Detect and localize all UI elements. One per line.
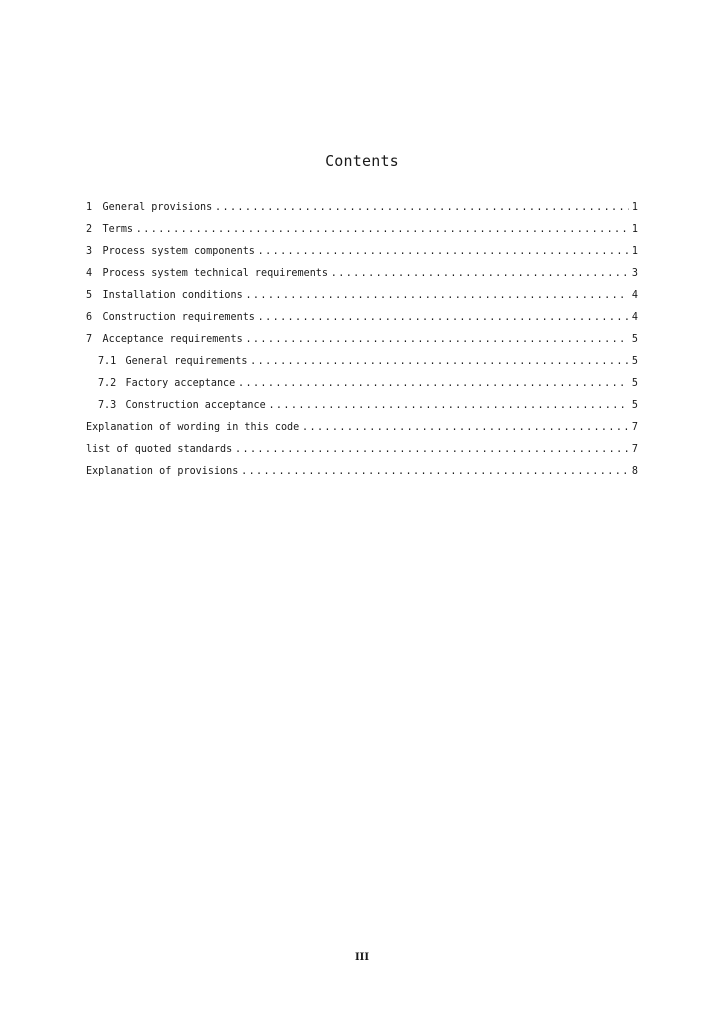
toc-entry-label: list of quoted standards bbox=[86, 442, 233, 455]
toc-entry-number: 4 bbox=[86, 266, 93, 279]
toc-entry[interactable] bbox=[86, 240, 638, 262]
toc-entry-page: 8 bbox=[631, 464, 638, 477]
table-of-contents bbox=[86, 196, 638, 482]
toc-leader-dots bbox=[302, 416, 629, 438]
toc-leader-dots bbox=[268, 394, 629, 416]
toc-entry-page: 4 bbox=[631, 310, 638, 323]
toc-entry-number: 7 bbox=[86, 332, 93, 345]
toc-entry-page: 1 bbox=[631, 244, 638, 257]
toc-entry-label: Factory acceptance bbox=[125, 376, 236, 389]
toc-entry[interactable] bbox=[86, 196, 638, 218]
toc-entry-number: 5 bbox=[86, 288, 93, 301]
toc-leader-dots bbox=[241, 460, 629, 482]
toc-entry[interactable] bbox=[86, 262, 638, 284]
toc-subentry[interactable] bbox=[86, 372, 638, 394]
toc-entry-number: 6 bbox=[86, 310, 93, 323]
toc-subentry[interactable] bbox=[86, 394, 638, 416]
toc-entry[interactable] bbox=[86, 218, 638, 240]
toc-entry-number: 2 bbox=[86, 222, 93, 235]
toc-entry-number: 1 bbox=[86, 200, 93, 213]
toc-entry-label: Construction acceptance bbox=[125, 398, 266, 411]
toc-entry-label: General requirements bbox=[125, 354, 248, 367]
toc-leader-dots bbox=[250, 350, 629, 372]
toc-leader-dots bbox=[245, 284, 629, 306]
toc-entry[interactable] bbox=[86, 416, 638, 438]
toc-entry-number: 7.3 bbox=[97, 398, 117, 411]
toc-entry-label: Process system components bbox=[102, 244, 255, 257]
toc-leader-dots bbox=[245, 328, 629, 350]
toc-entry-page: 5 bbox=[631, 398, 638, 411]
toc-entry-label: Process system technical requirements bbox=[102, 266, 329, 279]
toc-entry-label: Installation conditions bbox=[102, 288, 243, 301]
toc-leader-dots bbox=[258, 240, 629, 262]
toc-entry-number: 3 bbox=[86, 244, 93, 257]
page-title: Contents bbox=[325, 152, 399, 170]
toc-entry-page: 4 bbox=[631, 288, 638, 301]
toc-leader-dots bbox=[136, 218, 629, 240]
toc-entry-label: Explanation of provisions bbox=[86, 464, 239, 477]
toc-entry-page: 5 bbox=[631, 376, 638, 389]
toc-subentry[interactable] bbox=[86, 350, 638, 372]
page-number: III bbox=[354, 952, 370, 963]
toc-entry[interactable] bbox=[86, 284, 638, 306]
toc-entry-page: 5 bbox=[631, 354, 638, 367]
toc-leader-dots bbox=[331, 262, 629, 284]
toc-entry-label: Terms bbox=[102, 222, 134, 235]
toc-entry[interactable] bbox=[86, 306, 638, 328]
toc-entry[interactable] bbox=[86, 438, 638, 460]
toc-entry-number: 7.1 bbox=[97, 354, 117, 367]
toc-entry-label: Acceptance requirements bbox=[102, 332, 243, 345]
toc-entry-label: Explanation of wording in this code bbox=[86, 420, 300, 433]
toc-entry-page: 5 bbox=[631, 332, 638, 345]
toc-entry-page: 7 bbox=[631, 420, 638, 433]
toc-entry-number: 7.2 bbox=[97, 376, 117, 389]
toc-entry[interactable] bbox=[86, 460, 638, 482]
toc-entry[interactable] bbox=[86, 328, 638, 350]
toc-leader-dots bbox=[258, 306, 629, 328]
toc-leader-dots bbox=[235, 438, 629, 460]
toc-leader-dots bbox=[238, 372, 629, 394]
toc-entry-label: General provisions bbox=[102, 200, 213, 213]
toc-entry-page: 1 bbox=[631, 200, 638, 213]
toc-entry-label: Construction requirements bbox=[102, 310, 255, 323]
toc-entry-page: 3 bbox=[631, 266, 638, 279]
toc-entry-page: 7 bbox=[631, 442, 638, 455]
toc-entry-page: 1 bbox=[631, 222, 638, 235]
toc-leader-dots bbox=[215, 196, 629, 218]
